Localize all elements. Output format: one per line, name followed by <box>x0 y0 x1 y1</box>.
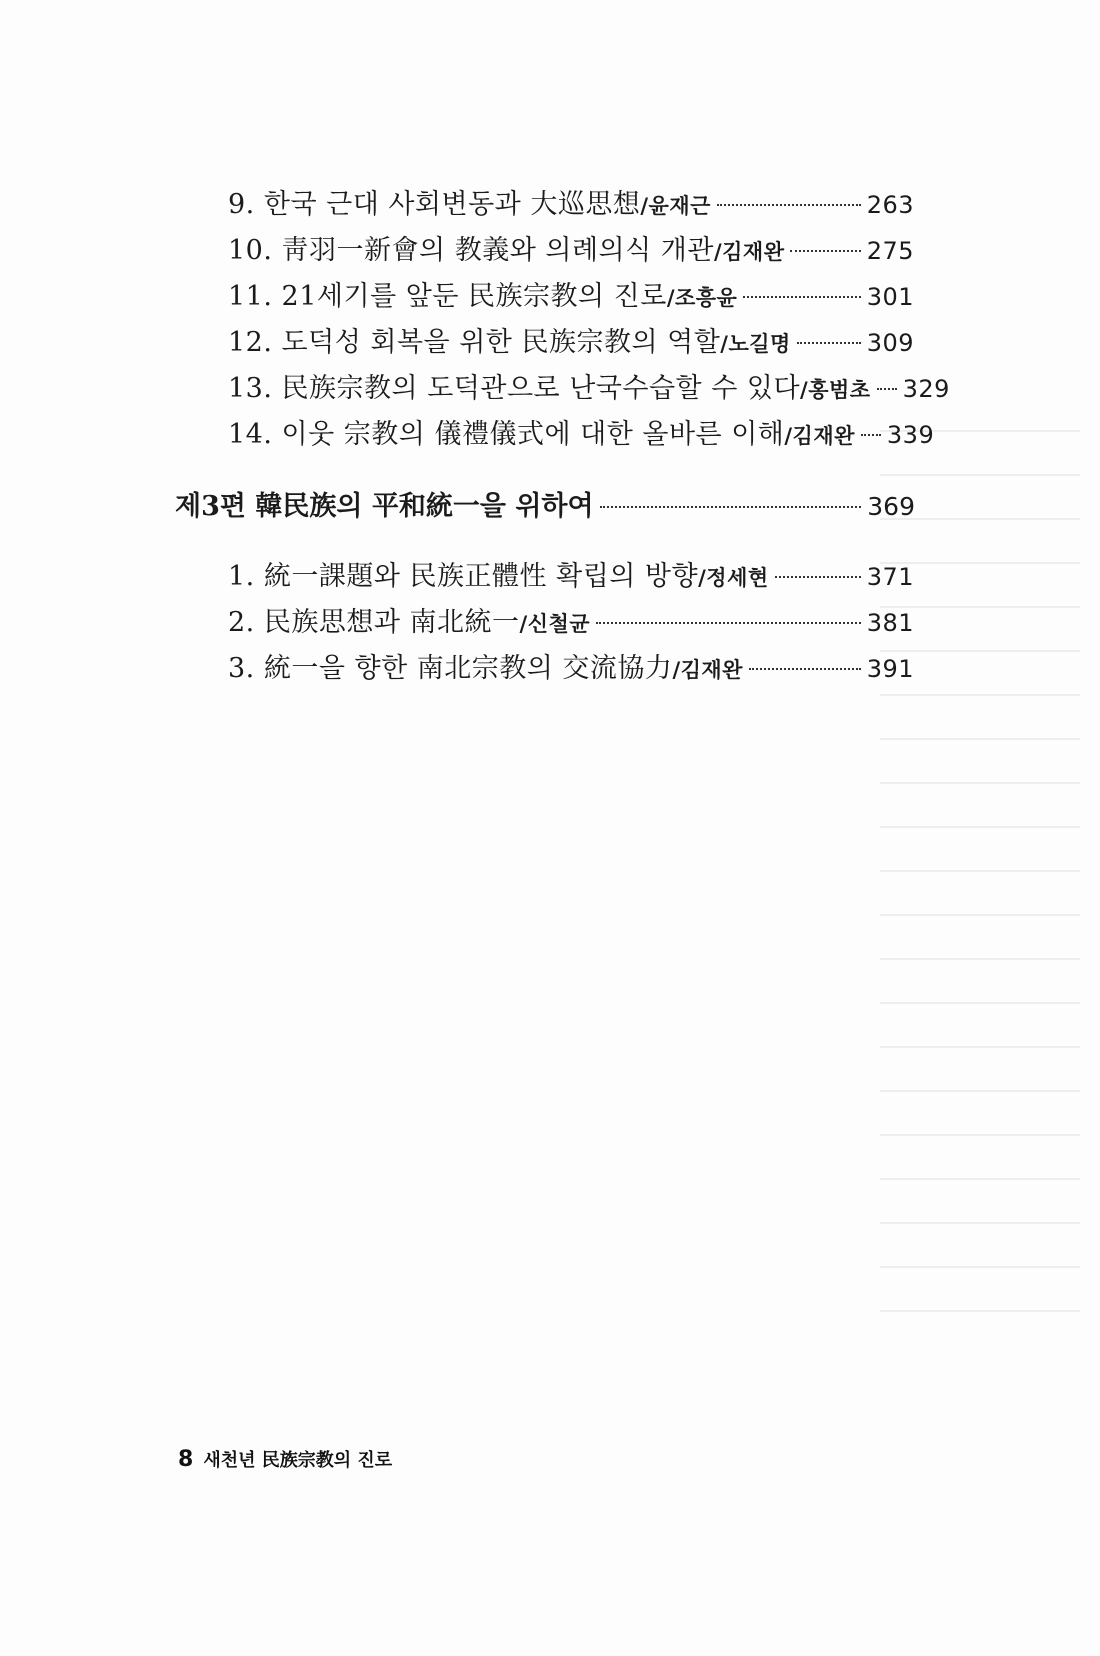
entry-author: /윤재근 <box>640 194 711 218</box>
dot-leader <box>717 204 861 206</box>
entry-author: /노길명 <box>720 332 791 356</box>
entry-title: 統一課題와 民族正體性 확립의 방향 <box>263 561 699 592</box>
page-footer <box>178 1446 392 1472</box>
toc-entry <box>228 600 914 639</box>
entry-author: /김재완 <box>672 658 743 682</box>
entry-title: 이웃 宗教의 儀禮儀式에 대한 올바른 이해 <box>281 419 785 450</box>
entry-page: 309 <box>866 329 914 357</box>
toc-entry <box>228 182 914 221</box>
entry-author: /김재완 <box>784 424 855 448</box>
dot-leader <box>775 576 861 578</box>
part-title: 제3편 韓民族의 平和統一을 위하여 <box>175 491 594 522</box>
entry-title: 도덕성 회복을 위한 民族宗教의 역할 <box>281 327 721 358</box>
entry-page: 275 <box>866 237 914 265</box>
entry-title: 統一을 향한 南北宗教의 交流協力 <box>263 653 673 684</box>
entry-page: 301 <box>866 283 914 311</box>
entry-number: 1. <box>228 561 255 592</box>
entry-page: 381 <box>866 609 914 637</box>
part-page: 369 <box>867 492 915 521</box>
entry-author: /김재완 <box>713 240 785 264</box>
entry-number: 10. <box>228 235 273 266</box>
entry-title: 民族宗教의 도덕관으로 난국수습할 수 있다 <box>281 373 801 404</box>
toc-entry <box>228 228 914 267</box>
footer-page-number: 8 <box>178 1447 194 1472</box>
entry-page: 391 <box>866 655 914 683</box>
part-heading <box>175 484 915 523</box>
dot-leader <box>743 296 860 298</box>
entry-number: 3. <box>228 653 255 684</box>
entry-title: 靑羽一新會의 教義와 의례의식 개관 <box>281 235 714 266</box>
entry-title: 한국 근대 사회변동과 大巡思想 <box>263 189 641 220</box>
entry-author: /홍범초 <box>800 378 871 402</box>
dot-leader <box>877 388 897 390</box>
entry-number: 14. <box>228 419 273 450</box>
toc-entry <box>228 366 950 405</box>
dot-leader <box>600 506 862 508</box>
entry-author: /신철균 <box>519 612 591 636</box>
dot-leader <box>749 668 861 670</box>
toc-entry <box>228 646 914 685</box>
entry-page: 339 <box>886 421 935 449</box>
entry-author: /조흥윤 <box>666 286 738 310</box>
entry-page: 263 <box>866 191 914 219</box>
toc-entry <box>228 554 914 593</box>
entry-title: 21세기를 앞둔 民族宗教의 진로 <box>281 281 667 312</box>
entry-number: 2. <box>228 607 255 638</box>
entry-number: 9. <box>228 189 255 220</box>
entry-author: /정세현 <box>698 566 769 590</box>
dot-leader <box>790 250 860 252</box>
dot-leader <box>797 342 861 344</box>
toc-entry <box>228 320 914 359</box>
entry-page: 371 <box>866 563 914 591</box>
entry-number: 11. <box>228 281 273 312</box>
dot-leader <box>861 434 881 436</box>
toc-entry <box>228 412 935 451</box>
toc-entry <box>228 274 914 313</box>
entry-number: 13. <box>228 373 273 404</box>
dot-leader <box>596 622 861 624</box>
footer-book-title: 새천년 民族宗教의 진로 <box>203 1450 393 1471</box>
entry-title: 民族思想과 南北統一 <box>263 607 520 638</box>
entry-page: 329 <box>902 375 950 403</box>
entry-number: 12. <box>228 327 273 358</box>
